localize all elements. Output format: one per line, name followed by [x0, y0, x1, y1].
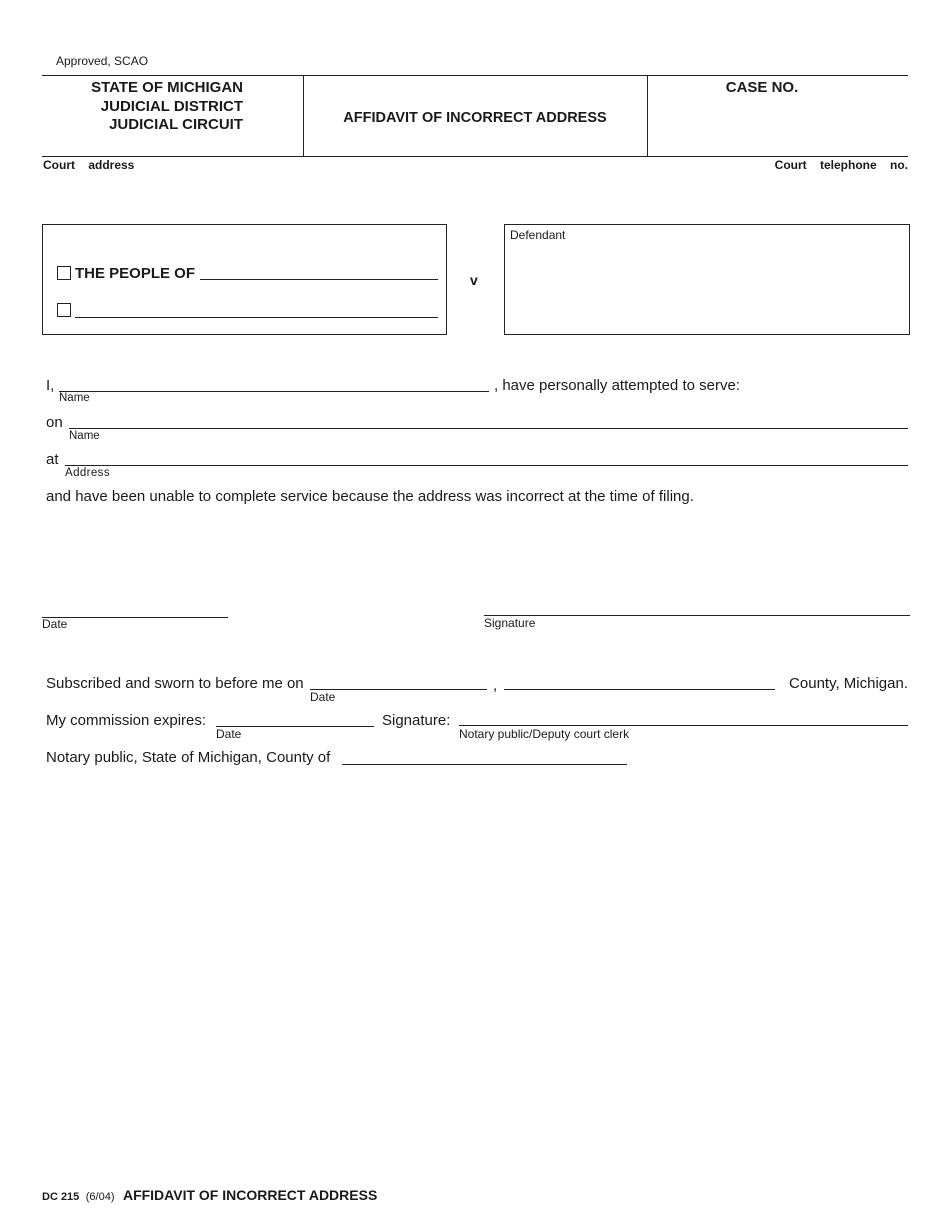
- court-phone-field[interactable]: [600, 175, 908, 205]
- court-address-label: Court address: [43, 158, 135, 172]
- court-phone-label: Court telephone no.: [774, 158, 908, 172]
- affiant-name-caption: Name: [59, 392, 90, 404]
- on-prefix: on: [46, 414, 63, 431]
- form-title: AFFIDAVIT OF INCORRECT ADDRESS: [343, 110, 607, 126]
- affidavit-date-field[interactable]: [42, 617, 228, 618]
- notary-county-field[interactable]: [342, 764, 627, 765]
- people-of-label: THE PEOPLE OF: [75, 265, 196, 282]
- notary-signature-label: Signature:: [382, 712, 451, 729]
- served-name-caption: Name: [69, 430, 100, 442]
- address-field[interactable]: [65, 465, 908, 466]
- sworn-date-caption: Date: [310, 690, 336, 704]
- at-prefix: at: [46, 451, 59, 468]
- form-revision: (6/04): [85, 1191, 115, 1203]
- other-plaintiff-checkbox[interactable]: [57, 303, 71, 317]
- notary-caption: Notary public/Deputy court clerk: [459, 727, 630, 741]
- form-footer: [42, 1187, 377, 1205]
- comma-separator: ,: [493, 677, 498, 694]
- statement-text: and have been unable to complete service because the address was incorrect at the time of filing.: [46, 488, 694, 505]
- defendant-label: Defendant: [510, 228, 566, 242]
- approval-text: Approved, SCAO: [56, 54, 149, 68]
- people-of-checkbox[interactable]: [57, 266, 71, 280]
- judicial-district: JUDICIAL DISTRICT: [100, 97, 243, 115]
- people-of-field[interactable]: [200, 279, 438, 280]
- court-heading: [91, 79, 243, 135]
- court-address-field[interactable]: [42, 175, 462, 205]
- other-plaintiff-field[interactable]: [75, 317, 438, 318]
- case-no-field[interactable]: [660, 100, 900, 150]
- affidavit-date-caption: Date: [42, 617, 68, 631]
- case-no-label: CASE NO.: [725, 79, 799, 96]
- notary-signature-field[interactable]: [459, 725, 908, 726]
- address-caption: Address: [65, 467, 110, 479]
- served-name-field[interactable]: [69, 428, 908, 429]
- commission-text: My commission expires:: [46, 712, 207, 729]
- sworn-county-field[interactable]: [504, 689, 775, 690]
- county-michigan-text: County, Michigan.: [789, 675, 908, 692]
- footer-title: AFFIDAVIT OF INCORRECT ADDRESS: [122, 1187, 378, 1203]
- notary-county-text: Notary public, State of Michigan, County of: [46, 749, 331, 766]
- subscribed-text: Subscribed and sworn to before me on: [46, 675, 304, 692]
- affiant-signature-caption: Signature: [484, 616, 536, 630]
- i-prefix: I,: [46, 377, 55, 394]
- affiant-name-field[interactable]: [59, 391, 489, 392]
- served-text: , have personally attempted to serve:: [494, 377, 740, 394]
- affiant-signature-field[interactable]: [484, 615, 910, 616]
- sworn-date-field[interactable]: [310, 689, 487, 690]
- state-name: STATE OF MICHIGAN: [91, 79, 243, 96]
- judicial-circuit: JUDICIAL CIRCUIT: [109, 116, 243, 133]
- form-number: DC 215: [42, 1191, 80, 1203]
- commission-date-caption: Date: [216, 727, 242, 741]
- header-top-rule: [42, 75, 908, 76]
- versus-label: v: [470, 272, 478, 288]
- header-bottom-rule: [42, 156, 908, 157]
